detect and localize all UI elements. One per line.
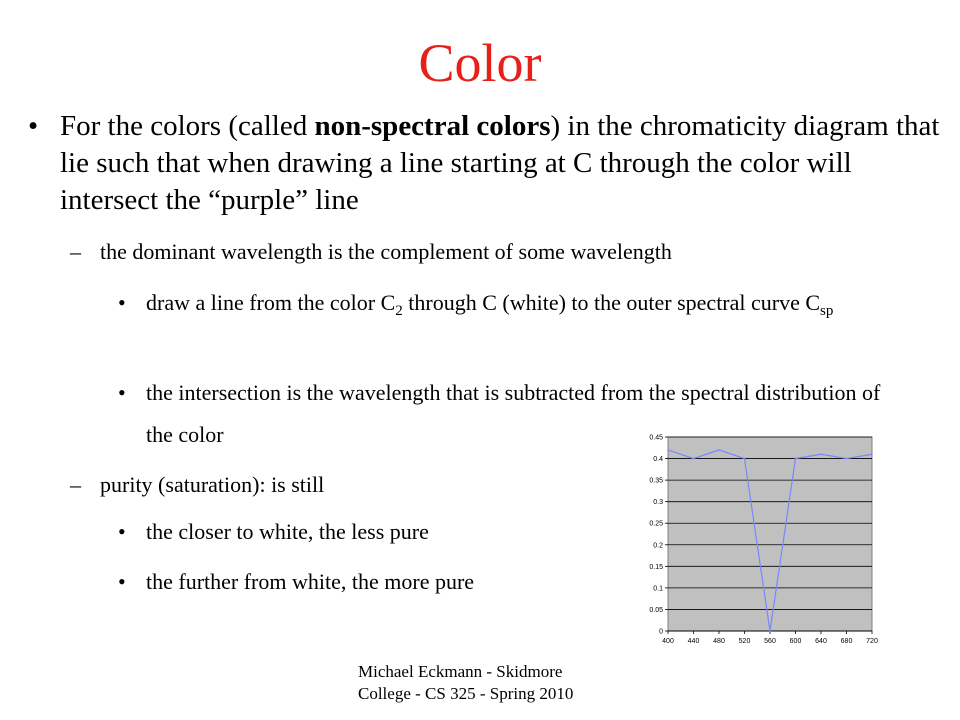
data-point [820,453,822,455]
plot-area [668,437,872,631]
sub-sub-bullet-text: the intersection is the wavelength that is subtracted from the spectral distribution of the color [146,380,881,447]
y-tick-label: 0.2 [653,542,663,550]
data-point [693,458,695,460]
data-point [769,630,771,632]
x-tick-label: 600 [789,638,802,645]
main-bullet-bold-term: non-spectral colors [314,110,551,142]
bullet-symbol: • [28,110,39,142]
x-tick-label: 440 [687,638,700,645]
dash-symbol: – [70,239,81,264]
sub-sub-bullet-text: the further from white, the more pure [146,569,475,594]
spectral-distribution-chart [640,430,890,655]
data-point [718,449,720,451]
y-tick-label: 0.15 [649,563,663,571]
y-tick-label: 0.35 [649,477,663,485]
y-tick-label: 0.3 [653,499,663,507]
text-part: draw a line from the color C [146,290,396,315]
sub-sub-bullet-text: the closer to white, the less pure [146,519,429,544]
y-tick-label: 0.05 [649,606,663,614]
bullet-symbol: • [118,380,126,405]
sub-bullet-text: purity (saturation): is still [100,472,325,497]
dash-symbol: – [70,472,81,497]
bullet-symbol: • [118,519,126,544]
subscript: 2 [395,303,403,319]
x-tick-label: 680 [840,638,853,645]
data-point [846,458,848,460]
y-tick-label: 0.4 [653,456,663,464]
x-tick-label: 560 [764,638,776,645]
data-point [667,449,669,451]
sub-bullet-text: the dominant wavelength is the complement of some wavelength [100,239,672,264]
footer [358,661,573,705]
x-tick-label: 520 [738,638,751,645]
subscript: sp [820,303,834,319]
x-tick-label: 480 [713,638,725,645]
y-tick-label: 0.1 [653,585,663,593]
data-point [795,458,797,460]
main-bullet-text [60,108,940,219]
main-bullet-text-after: ) in the chromaticity diagram that lie such that when drawing a line starting at C through the color will intersect the “purple” line [60,110,940,216]
sub-sub-bullet-text [146,282,886,324]
text-part: through C (white) to the outer spectral curve C [402,290,821,315]
x-tick-label: 640 [815,638,827,645]
y-tick-label: 0.45 [649,434,663,442]
data-point [744,458,746,460]
data-point [871,453,873,455]
bullet-symbol: • [118,290,126,315]
x-tick-label: 400 [662,638,674,645]
y-tick-label: 0.25 [649,520,663,528]
slide-title: Color [418,33,542,93]
footer-line-2: College - CS 325 - Spring 2010 [358,684,574,703]
y-tick-label: 0 [659,628,663,636]
footer-line-1: Michael Eckmann - Skidmore [358,662,563,681]
bullet-symbol: • [118,569,126,594]
x-tick-label: 720 [866,638,878,645]
main-bullet-text-before: For the colors (called [60,110,315,142]
